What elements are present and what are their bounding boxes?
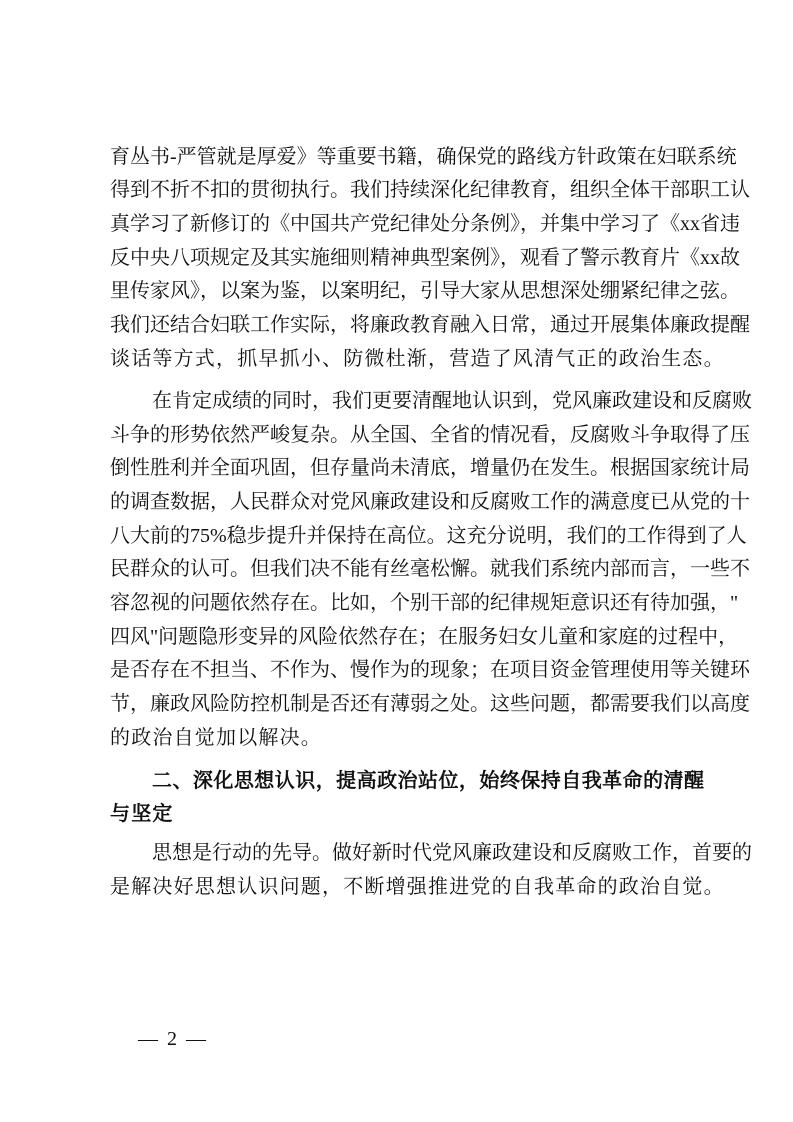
page-number: — 2 — [138,1028,208,1050]
text-line: 八大前的75%稳步提升并保持在高位。这充分说明，我们的工作得到了人 [110,525,747,547]
section-heading: 二、深化思想认识，提高政治站位，始终保持自我革命的清醒 [152,768,704,792]
text-line: 是解决好思想认识问题，不断增强推进党的自我革命的政治自觉。 [110,876,725,898]
text-line: 在肯定成绩的同时，我们更要清醒地认识到，党风廉政建设和反腐败 [152,390,752,412]
text-line: 我们还结合妇联工作实际，将廉政教育融入日常，通过开展集体廉政提醒 [110,314,750,336]
text-line: 民群众的认可。但我们决不能有丝毫松懈。就我们系统内部而言，一些不 [110,558,750,580]
text-line: 倒性胜利并全面巩固，但存量尚未清底，增量仍在发生。根据国家统计局 [110,457,750,479]
text-line: 节，廉政风险防控机制是否还有薄弱之处。这些问题，都需要我们以高度 [110,693,750,715]
text-line: 的调查数据，人民群众对党风廉政建设和反腐败工作的满意度已从党的十 [110,491,750,513]
text-line: 育丛书-严管就是厚爱》等重要书籍，确保党的路线方针政策在妇联系统 [110,146,737,168]
text-line: 谈话等方式，抓早抓小、防微杜渐，营造了风清气正的政治生态。 [110,348,725,370]
text-line: 得到不折不扣的贯彻执行。我们持续深化纪律教育，组织全体干部职工认 [110,179,750,201]
text-line: 真学习了新修订的《中国共产党纪律处分条例》，并集中学习了《xx省违 [110,213,740,235]
text-line: 的政治自觉加以解决。 [110,727,322,749]
text-line: 斗争的形势依然严峻复杂。从全国、全省的情况看，反腐败斗争取得了压 [110,424,750,446]
text-line: 里传家风》，以案为鉴，以案明纪，引导大家从思想深处绷紧纪律之弦。 [110,280,740,302]
text-line: 是否存在不担当、不作为、慢作为的现象；在项目资金管理使用等关键环 [110,659,750,681]
text-line: 容忽视的问题依然存在。比如，个别干部的纪律规矩意识还有待加强，" [110,592,739,614]
text-line: 四风"问题隐形变异的风险依然存在；在服务妇女儿童和家庭的过程中， [110,626,739,648]
text-line: 反中央八项规定及其实施细则精神典型案例》，观看了警示教育片《xx故 [110,247,740,269]
section-heading: 与坚定 [110,801,174,825]
text-line: 思想是行动的先导。做好新时代党风廉政建设和反腐败工作，首要的 [152,842,752,864]
